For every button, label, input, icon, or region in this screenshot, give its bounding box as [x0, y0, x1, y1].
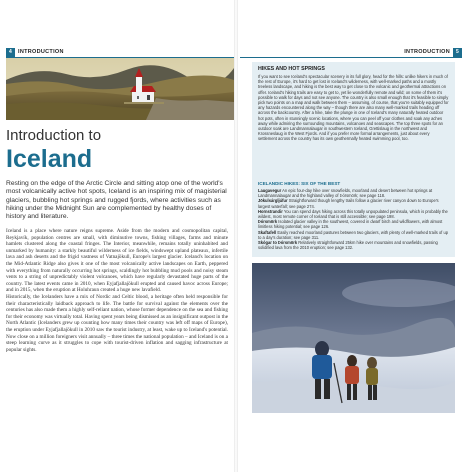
hike-desc: Isolated glacier valley in the southwest, covered in dwarf birch and wildflowers, with almost limitless hiking potential; see page 126.	[258, 219, 443, 230]
box-text: If you want to see Iceland's spectacular scenery in its full glory, head for the hills: unlike hikers in much of the rest of Europe, it's hard to get lost in Iceland's wilderness, with well-marked paths and a mostly treeless landscape, and hiking is the best way to get close to the volcanic and geothermal attractions on offer. Iceland's hiking trails are easy to get to, yet lie wonderfully remote and wild; on some of them it's possible to walk for days and not see anyone. The country is also small enough that it's feasible to simply pick two points on a map and walk between them – assuming, of course, that you're suitably equipped for any hazards encountered along the way – though there are also many well-marked trails heading off across the backcountry. After a hike, take the plunge in one of Iceland's many naturally heated outdoor hot pots, often in stunningly scenic locations, where you can peel off your clothes and soak any aches away while admiring the surrounding mountains, volcanoes and seascapes. The top three spots for an outdoor soak are Landmannalaugar in southwestern Iceland, Grettislaug in the northwest and Krossneslaug in the West Fjords. And if you prefer more formal arrangements, just about every settlement across the country has its own geothermally heated swimming pool, too.	[258, 74, 449, 142]
hike-desc: Easily reached moorland pastures between two glaciers, with plenty of well-marked trails of up to a day's duration; see page 311.	[258, 229, 448, 240]
left-page-number: 4	[6, 48, 15, 57]
body-text	[6, 228, 228, 353]
left-section-label: INTRODUCTION	[18, 49, 64, 55]
hikers-photo-graphic	[252, 263, 455, 413]
right-section-label: INTRODUCTION	[404, 49, 450, 55]
box-title: HIKES AND HOT SPRINGS	[258, 66, 325, 72]
hike-desc: An epic four-day hike over snowfields, moorland and desert between hot springs at Landmannalaugar and the highland valley of Þórsmörk; see page 118.	[258, 188, 433, 199]
hike-item	[258, 230, 449, 240]
hike-item	[258, 188, 449, 198]
hike-item	[258, 240, 449, 250]
body-paragraph-2: Historically, the Icelanders have a mix of Nordic and Celtic blood, a heritage often held responsible for their characteristically laidback approach to life. The battle for survival against the elements over the centuries has also made them a highly self-reliant nation, whose former dependence on the sea and fishing for their economy was virtually total. Having spent years being dismissed as an insignificant outpost in the North Atlantic (Icelanders grew up counting how many times their country was left off maps of Europe), the eruption under Eyjafjallajökull in 2010 saw the tourist industry, at least, wake up to Iceland's potential. Now close on a million foreigners visit annually – three times the national population – and Iceland is on a steep learning curve as it struggles to cope with tourist-driven inflation and sagging infrastructure at popular sights.	[6, 293, 228, 353]
hike-desc: You can spend days hiking across this totally unpopulated peninsula, which is probably the wildest, most remote corner of Iceland that is still accessible; see page 198.	[258, 208, 448, 220]
left-page-header	[6, 47, 64, 57]
hike-desc: Straightforward though lengthy trails follow a glacier river canyon down to Europe's largest waterfall; see page 274.	[258, 198, 439, 209]
right-page	[236, 0, 472, 472]
hike-item	[258, 198, 449, 208]
hike-item	[258, 209, 449, 219]
box-subtitle: ICELANDIC HIKES: SIX OF THE BEST	[258, 181, 341, 186]
body-paragraph-1: Iceland is a place where nature reigns supreme. Aside from the modern and cosmopolitan capital, Reykjavík, population centres are small, with diminutive towns, fishing villages, farms and minute hamlets clustered along the coastal fringes. The Interior, meanwhile, remains totally uninhabited and unmarked by humanity: a starkly beautiful wilderness of ice fields, windswept upland plateaux, infertile lava and ash deserts and the frigid vastness of Vatnajökull, Europe's largest glacier. Iceland's location on the Mid-Atlantic Ridge also gives it one of the most volcanically active landscapes on Earth, peppered with everything from naturally occurring hot springs, scaldingly hot bubbling mud pools and noisy steam vents to a string of unpredictably violent volcanoes, which have regularly devastated huge parts of the country. The latest events came in 2010, when Eyjafjallajökull erupted and caused havoc across Europe; and in 2015, when the eruption at Holuhraun created a huge new lavafield.	[6, 228, 228, 294]
page-title-line2: Iceland	[6, 145, 93, 173]
six-hikes-list	[258, 188, 449, 250]
right-header-rule	[240, 57, 462, 58]
hike-name: Jökulsárgljúfur	[258, 198, 288, 204]
intro-paragraph: Resting on the edge of the Arctic Circle and sitting atop one of the world's most volcanically active hot spots, Iceland is an inspiring mix of magisterial glaciers, bubbling hot springs and rugged fjords, where activities such as hiking under the Midnight Sun are complemented by healthy doses of history and literature.	[6, 180, 227, 221]
hike-item	[258, 219, 449, 229]
hike-name: Skógar to Þórsmörk	[258, 240, 298, 246]
hikers-snow-photo	[252, 263, 455, 413]
hike-desc: Relatively straightforward 25km hike over mountains and snowfields, passing solidified lava from the 2010 eruption; see page 132.	[258, 240, 438, 251]
hike-name: Skaftafell	[258, 229, 277, 235]
hike-name: Þórsmörk	[258, 219, 278, 225]
hike-name: Laugavegur	[258, 188, 282, 193]
church-photo-graphic	[6, 58, 234, 120]
hike-name: Hornstrandir	[258, 208, 283, 214]
church-landscape-photo	[6, 58, 234, 120]
right-page-header	[404, 47, 462, 57]
right-page-number: 5	[453, 48, 462, 57]
page-title-line1: Introduction to	[6, 127, 102, 144]
